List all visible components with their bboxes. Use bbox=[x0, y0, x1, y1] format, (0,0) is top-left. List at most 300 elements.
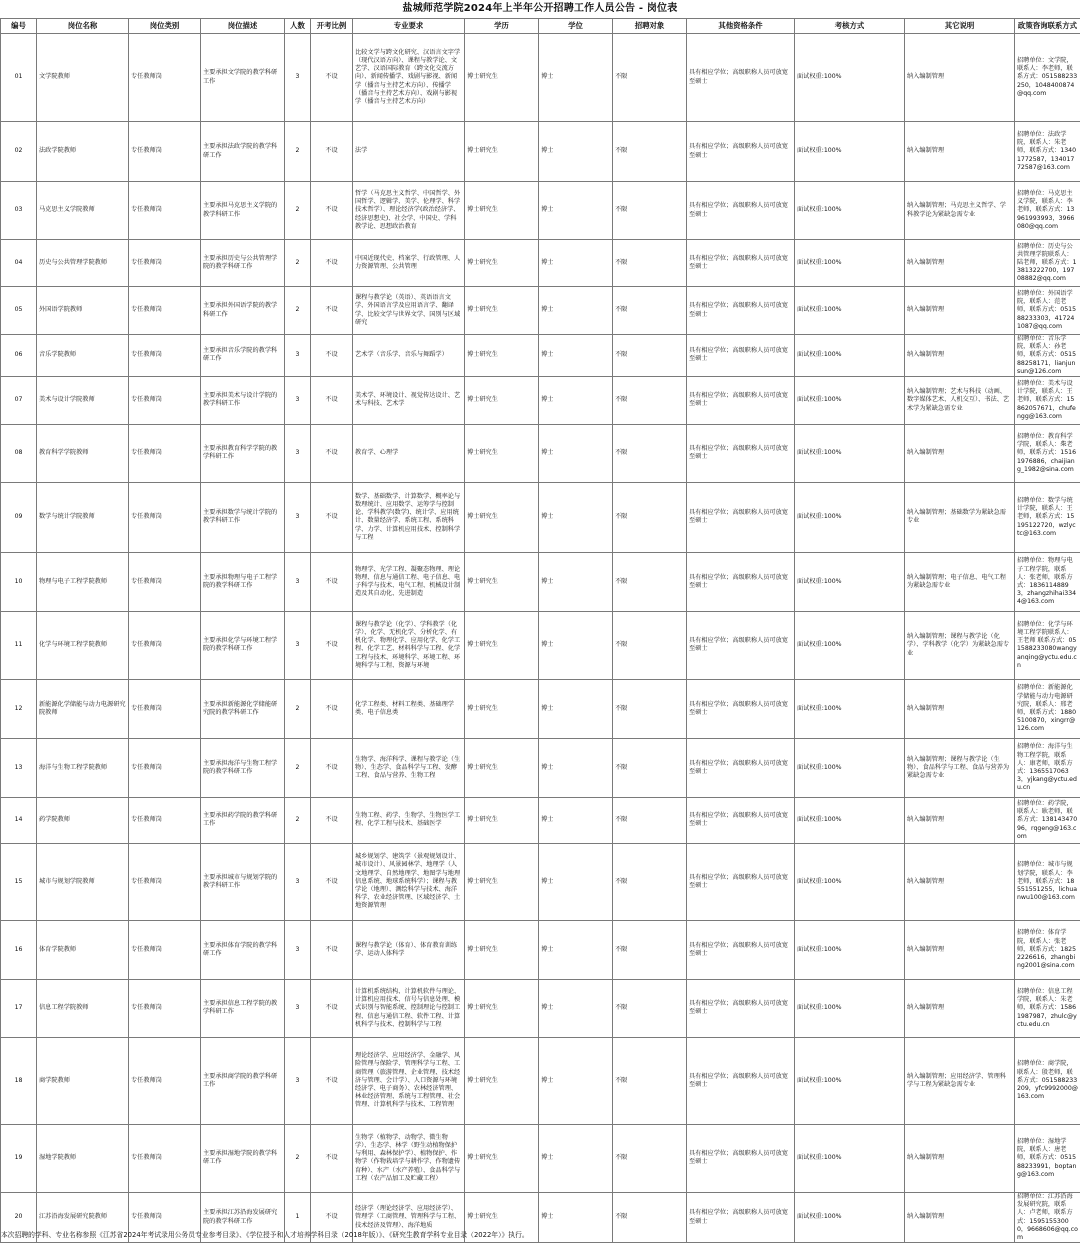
cell-target: 不限 bbox=[613, 797, 687, 843]
cell-name: 湿地学院教师 bbox=[37, 1124, 129, 1192]
header-count: 人数 bbox=[285, 19, 311, 34]
cell-category: 专任教师岗 bbox=[129, 1192, 201, 1242]
cell-note: 纳入编制管理；应用经济学、管理科学与工程为紧缺急需专业 bbox=[905, 1037, 1015, 1124]
cell-other: 具有相应学位；高级职称人员可放宽至硕士 bbox=[687, 482, 795, 552]
cell-other: 具有相应学位；高级职称人员可放宽至硕士 bbox=[687, 34, 795, 122]
cell-contact: 招聘单位：海洋与生物工程学院，联系人：康老师，联系方式：13655170633，yjkang@yctu.edu.cn bbox=[1015, 738, 1080, 797]
cell-assess: 面试权重:100% bbox=[795, 34, 905, 122]
cell-target: 不限 bbox=[613, 335, 687, 377]
cell-ratio: 不设 bbox=[311, 979, 353, 1037]
cell-degree: 博士 bbox=[539, 920, 613, 979]
cell-category: 专任教师岗 bbox=[129, 376, 201, 424]
cell-other: 具有相应学位；高级职称人员可放宽至硕士 bbox=[687, 1192, 795, 1242]
cell-ratio: 不设 bbox=[311, 182, 353, 240]
table-row bbox=[1, 335, 1080, 377]
cell-degree: 博士 bbox=[539, 335, 613, 377]
cell-target: 不限 bbox=[613, 240, 687, 287]
cell-name: 商学院教师 bbox=[37, 1037, 129, 1124]
cell-count: 2 bbox=[285, 182, 311, 240]
cell-degree: 博士 bbox=[539, 376, 613, 424]
table-row bbox=[1, 979, 1080, 1037]
cell-target: 不限 bbox=[613, 679, 687, 738]
cell-target: 不限 bbox=[613, 920, 687, 979]
cell-assess: 面试权重:100% bbox=[795, 679, 905, 738]
cell-note: 纳入编制管理；课程与教学论（化学）、学科教学（化学）为紧缺急需专业 bbox=[905, 611, 1015, 679]
cell-note: 纳入编制管理；基础数学为紧缺急需专业 bbox=[905, 482, 1015, 552]
cell-category: 专任教师岗 bbox=[129, 679, 201, 738]
cell-count: 3 bbox=[285, 34, 311, 122]
cell-target: 不限 bbox=[613, 552, 687, 611]
cell-category: 专任教师岗 bbox=[129, 552, 201, 611]
cell-no: 14 bbox=[1, 797, 37, 843]
cell-desc: 主要承担化学与环境工程学院的教学科研工作 bbox=[201, 611, 285, 679]
cell-degree: 博士 bbox=[539, 240, 613, 287]
header-category: 岗位类别 bbox=[129, 19, 201, 34]
cell-assess: 面试权重:100% bbox=[795, 335, 905, 377]
cell-ratio: 不设 bbox=[311, 552, 353, 611]
cell-edu: 博士研究生 bbox=[465, 335, 539, 377]
cell-ratio: 不设 bbox=[311, 679, 353, 738]
cell-count: 3 bbox=[285, 1037, 311, 1124]
cell-name: 法政学院教师 bbox=[37, 122, 129, 182]
cell-count: 3 bbox=[285, 920, 311, 979]
cell-edu: 博士研究生 bbox=[465, 482, 539, 552]
cell-contact: 招聘单位：体育学院，联系人：张老师，联系方式：18252226616，zhangbing2001@sina.com bbox=[1015, 920, 1080, 979]
cell-other: 具有相应学位；高级职称人员可放宽至硕士 bbox=[687, 424, 795, 482]
cell-assess: 面试权重:100% bbox=[795, 1192, 905, 1242]
cell-target: 不限 bbox=[613, 122, 687, 182]
cell-ratio: 不设 bbox=[311, 34, 353, 122]
cell-note: 纳入编制管理 bbox=[905, 1192, 1015, 1242]
cell-major: 艺术学（音乐学、音乐与舞蹈学） bbox=[353, 335, 465, 377]
cell-count: 2 bbox=[285, 679, 311, 738]
cell-no: 17 bbox=[1, 979, 37, 1037]
cell-assess: 面试权重:100% bbox=[795, 182, 905, 240]
cell-contact: 招聘单位：江苏沿海发展研究院，联系人：卢老师，联系方式：15951553000，9668606@qq.com bbox=[1015, 1192, 1080, 1242]
cell-desc: 主要承担城市与规划学院的教学科研工作 bbox=[201, 843, 285, 920]
header-degree: 学位 bbox=[539, 19, 613, 34]
cell-ratio: 不设 bbox=[311, 843, 353, 920]
cell-degree: 博士 bbox=[539, 182, 613, 240]
cell-name: 教育科学学院教师 bbox=[37, 424, 129, 482]
cell-other: 具有相应学位；高级职称人员可放宽至硕士 bbox=[687, 182, 795, 240]
cell-note: 纳入编制管理 bbox=[905, 424, 1015, 482]
cell-category: 专任教师岗 bbox=[129, 482, 201, 552]
cell-edu: 博士研究生 bbox=[465, 738, 539, 797]
cell-desc: 主要承担音乐学院的教学科研工作 bbox=[201, 335, 285, 377]
cell-assess: 面试权重:100% bbox=[795, 1124, 905, 1192]
cell-count: 3 bbox=[285, 611, 311, 679]
cell-edu: 博士研究生 bbox=[465, 979, 539, 1037]
table-row bbox=[1, 122, 1080, 182]
cell-name: 音乐学院教师 bbox=[37, 335, 129, 377]
cell-category: 专任教师岗 bbox=[129, 1037, 201, 1124]
cell-contact: 招聘单位：马克思主义学院，联系人：李老师，联系方式：13961993993，3966080@qq.com bbox=[1015, 182, 1080, 240]
cell-degree: 博士 bbox=[539, 738, 613, 797]
cell-count: 3 bbox=[285, 482, 311, 552]
cell-edu: 博士研究生 bbox=[465, 122, 539, 182]
cell-contact: 招聘单位：化学与环境工程学院联系人：王老师 联系方式：051588233080wangyanqing@yctu.edu.cn bbox=[1015, 611, 1080, 679]
cell-contact: 招聘单位：药学院，联系人：耿老师，联系方式：13814347096，rqgeng@163.com bbox=[1015, 797, 1080, 843]
header-no: 编号 bbox=[1, 19, 37, 34]
cell-degree: 博士 bbox=[539, 287, 613, 335]
cell-edu: 博士研究生 bbox=[465, 843, 539, 920]
cell-note: 纳入编制管理 bbox=[905, 122, 1015, 182]
table-row bbox=[1, 611, 1080, 679]
cell-edu: 博士研究生 bbox=[465, 679, 539, 738]
cell-count: 2 bbox=[285, 1124, 311, 1192]
cell-major: 数学、基础数学、计算数学、概率论与数理统计、应用数学、运筹学与控制论、学科教学(数学)、统计学、应用统计、数量经济学、系统工程、系统科学、力学、计算机应用技术、控制科学与工程 bbox=[353, 482, 465, 552]
cell-desc: 主要承担文学院的教学科研工作 bbox=[201, 34, 285, 122]
cell-contact: 招聘单位：物理与电子工程学院，联系人：张老师，联系方式：18361148893，zhangzhihai3344@163.com bbox=[1015, 552, 1080, 611]
cell-desc: 主要承担历史与公共管理学院的教学科研工作 bbox=[201, 240, 285, 287]
cell-name: 药学院教师 bbox=[37, 797, 129, 843]
cell-count: 3 bbox=[285, 376, 311, 424]
cell-name: 美术与设计学院教师 bbox=[37, 376, 129, 424]
cell-degree: 博士 bbox=[539, 482, 613, 552]
cell-contact: 招聘单位：美术与设计学院，联系人：王老师，联系方式：15862057671，chufengg@163.com bbox=[1015, 376, 1080, 424]
cell-other: 具有相应学位；高级职称人员可放宽至硕士 bbox=[687, 679, 795, 738]
cell-name: 文学院教师 bbox=[37, 34, 129, 122]
cell-degree: 博士 bbox=[539, 679, 613, 738]
cell-contact: 招聘单位：商学院，联系人：殷老师，联系方式：051588233209，yfc9992000@163.com bbox=[1015, 1037, 1080, 1124]
table-row bbox=[1, 552, 1080, 611]
table-row bbox=[1, 287, 1080, 335]
cell-contact: 招聘单位：数学与统计学院，联系人：王老师，联系方式：15195122720，wzlyctc@163.com bbox=[1015, 482, 1080, 552]
cell-desc: 主要承担海洋与生物工程学院的教学科研工作 bbox=[201, 738, 285, 797]
cell-note: 纳入编制管理 bbox=[905, 979, 1015, 1037]
cell-desc: 主要承担物理与电子工程学院的教学科研工作 bbox=[201, 552, 285, 611]
table-row bbox=[1, 376, 1080, 424]
cell-no: 20 bbox=[1, 1192, 37, 1242]
cell-contact: 招聘单位：新能源化学储能与动力电源研究院，联系人：邢老师，联系方式：18805100870，xingrr@126.com bbox=[1015, 679, 1080, 738]
cell-assess: 面试权重:100% bbox=[795, 287, 905, 335]
cell-note: 纳入编制管理；艺术与科技（动画、数字媒体艺术、人机交互）、书法、艺术学为紧缺急需专业 bbox=[905, 376, 1015, 424]
cell-target: 不限 bbox=[613, 1192, 687, 1242]
cell-count: 3 bbox=[285, 843, 311, 920]
positions-table bbox=[0, 18, 1080, 1243]
cell-other: 具有相应学位；高级职称人员可放宽至硕士 bbox=[687, 738, 795, 797]
cell-assess: 面试权重:100% bbox=[795, 424, 905, 482]
cell-target: 不限 bbox=[613, 611, 687, 679]
cell-degree: 博士 bbox=[539, 424, 613, 482]
cell-degree: 博士 bbox=[539, 122, 613, 182]
cell-assess: 面试权重:100% bbox=[795, 1037, 905, 1124]
cell-edu: 博士研究生 bbox=[465, 1192, 539, 1242]
cell-category: 专任教师岗 bbox=[129, 287, 201, 335]
cell-category: 专任教师岗 bbox=[129, 738, 201, 797]
table-row bbox=[1, 843, 1080, 920]
cell-no: 04 bbox=[1, 240, 37, 287]
cell-count: 3 bbox=[285, 979, 311, 1037]
cell-ratio: 不设 bbox=[311, 240, 353, 287]
cell-ratio: 不设 bbox=[311, 920, 353, 979]
cell-no: 12 bbox=[1, 679, 37, 738]
cell-ratio: 不设 bbox=[311, 335, 353, 377]
cell-name: 体育学院教师 bbox=[37, 920, 129, 979]
cell-desc: 主要承担湿地学院的教学科研工作 bbox=[201, 1124, 285, 1192]
cell-major: 美术学、环境设计、视觉传达设计、艺术与科技、艺术学 bbox=[353, 376, 465, 424]
cell-other: 具有相应学位；高级职称人员可放宽至硕士 bbox=[687, 797, 795, 843]
cell-major: 城乡规划学、建筑学（景观规划设计、城市设计）、风景园林学、地理学（人文地理学、自然地理学、地图学与地理信息系统、地球系统科学）；课程与教学论（地理）、测绘科学与技术、海洋科学、农业经济管理、区域经济学、土地资源管理 bbox=[353, 843, 465, 920]
cell-no: 06 bbox=[1, 335, 37, 377]
cell-target: 不限 bbox=[613, 34, 687, 122]
cell-assess: 面试权重:100% bbox=[795, 979, 905, 1037]
header-desc: 岗位描述 bbox=[201, 19, 285, 34]
cell-category: 专任教师岗 bbox=[129, 335, 201, 377]
cell-desc: 主要承担江苏沿海发展研究院的教学科研工作 bbox=[201, 1192, 285, 1242]
cell-other: 具有相应学位；高级职称人员可放宽至硕士 bbox=[687, 287, 795, 335]
cell-contact: 招聘单位：文学院，联系人：李老师，联系方式：051588233250，1048400874@qq.com bbox=[1015, 34, 1080, 122]
cell-assess: 面试权重:100% bbox=[795, 797, 905, 843]
header-row bbox=[1, 19, 1080, 34]
header-contact: 政策咨询联系方式 bbox=[1015, 19, 1080, 34]
cell-ratio: 不设 bbox=[311, 424, 353, 482]
cell-category: 专任教师岗 bbox=[129, 34, 201, 122]
cell-other: 具有相应学位；高级职称人员可放宽至硕士 bbox=[687, 843, 795, 920]
cell-category: 专任教师岗 bbox=[129, 424, 201, 482]
cell-category: 专任教师岗 bbox=[129, 122, 201, 182]
cell-edu: 博士研究生 bbox=[465, 611, 539, 679]
cell-target: 不限 bbox=[613, 376, 687, 424]
cell-ratio: 不设 bbox=[311, 482, 353, 552]
cell-no: 03 bbox=[1, 182, 37, 240]
cell-no: 11 bbox=[1, 611, 37, 679]
cell-note: 纳入编制管理 bbox=[905, 240, 1015, 287]
cell-degree: 博士 bbox=[539, 34, 613, 122]
cell-edu: 博士研究生 bbox=[465, 424, 539, 482]
cell-desc: 主要承担商学院的教学科研工作 bbox=[201, 1037, 285, 1124]
cell-category: 专任教师岗 bbox=[129, 240, 201, 287]
cell-note: 纳入编制管理 bbox=[905, 34, 1015, 122]
cell-other: 具有相应学位；高级职称人员可放宽至硕士 bbox=[687, 611, 795, 679]
cell-edu: 博士研究生 bbox=[465, 1124, 539, 1192]
cell-edu: 博士研究生 bbox=[465, 920, 539, 979]
cell-no: 16 bbox=[1, 920, 37, 979]
cell-no: 13 bbox=[1, 738, 37, 797]
cell-target: 不限 bbox=[613, 1037, 687, 1124]
cell-count: 3 bbox=[285, 552, 311, 611]
cell-target: 不限 bbox=[613, 287, 687, 335]
table-row bbox=[1, 920, 1080, 979]
table-row bbox=[1, 1037, 1080, 1124]
cell-other: 具有相应学位；高级职称人员可放宽至硕士 bbox=[687, 240, 795, 287]
cell-edu: 博士研究生 bbox=[465, 552, 539, 611]
cell-contact: 招聘单位：城市与规划学院，联系人：李老师，联系方式：18551551255，lichuanwu100@163.com bbox=[1015, 843, 1080, 920]
cell-edu: 博士研究生 bbox=[465, 376, 539, 424]
cell-name: 物理与电子工程学院教师 bbox=[37, 552, 129, 611]
cell-contact: 招聘单位：信息工程学院，联系人：朱老师，联系方式：15861987987，zhulc@yctu.edu.cn bbox=[1015, 979, 1080, 1037]
cell-ratio: 不设 bbox=[311, 1192, 353, 1242]
cell-degree: 博士 bbox=[539, 979, 613, 1037]
cell-ratio: 不设 bbox=[311, 287, 353, 335]
table-row bbox=[1, 679, 1080, 738]
cell-category: 专任教师岗 bbox=[129, 843, 201, 920]
cell-desc: 主要承担教育科学学院的教学科研工作 bbox=[201, 424, 285, 482]
cell-edu: 博士研究生 bbox=[465, 287, 539, 335]
cell-category: 专任教师岗 bbox=[129, 611, 201, 679]
cell-desc: 主要承担新能源化学储能研究院的教学科研工作 bbox=[201, 679, 285, 738]
header-assess: 考核方式 bbox=[795, 19, 905, 34]
cell-other: 具有相应学位；高级职称人员可放宽至硕士 bbox=[687, 552, 795, 611]
cell-degree: 博士 bbox=[539, 1124, 613, 1192]
cell-major: 哲学（马克思主义哲学、中国哲学、外国哲学、逻辑学、美学、伦理学、科学技术哲学）、理论经济学(政治经济学、经济思想史)、社会学、中国史、学科教学论、思想政治教育 bbox=[353, 182, 465, 240]
cell-major: 生物学（植物学、动物学、微生物学）、生态学、林学（野生动植物保护与利用、森林保护学）、植物保护、作物学（作物栽培学与耕作学、作物遗传育种）、水产（水产养殖）、食品科学与工程（农产品加工及贮藏工程） bbox=[353, 1124, 465, 1192]
cell-ratio: 不设 bbox=[311, 611, 353, 679]
table-row bbox=[1, 34, 1080, 122]
cell-count: 2 bbox=[285, 287, 311, 335]
cell-contact: 招聘单位：法政学院，联系人：朱老师，联系方式：13401772587，13401772587@163.com bbox=[1015, 122, 1080, 182]
cell-count: 2 bbox=[285, 122, 311, 182]
table-row bbox=[1, 482, 1080, 552]
cell-desc: 主要承担数学与统计学院的教学科研工作 bbox=[201, 482, 285, 552]
cell-edu: 博士研究生 bbox=[465, 34, 539, 122]
cell-category: 专任教师岗 bbox=[129, 979, 201, 1037]
cell-ratio: 不设 bbox=[311, 376, 353, 424]
cell-count: 2 bbox=[285, 240, 311, 287]
cell-desc: 主要承担信息工程学院的教学科研工作 bbox=[201, 979, 285, 1037]
header-edu: 学历 bbox=[465, 19, 539, 34]
cell-category: 专任教师岗 bbox=[129, 1124, 201, 1192]
cell-note: 纳入编制管理 bbox=[905, 1124, 1015, 1192]
table-row bbox=[1, 182, 1080, 240]
cell-major: 中国近现代史、档案学、行政管理、人力资源管理、公共管理 bbox=[353, 240, 465, 287]
cell-degree: 博士 bbox=[539, 797, 613, 843]
cell-target: 不限 bbox=[613, 424, 687, 482]
cell-assess: 面试权重:100% bbox=[795, 552, 905, 611]
cell-degree: 博士 bbox=[539, 843, 613, 920]
cell-no: 10 bbox=[1, 552, 37, 611]
cell-desc: 主要承担体育学院的教学科研工作 bbox=[201, 920, 285, 979]
cell-no: 07 bbox=[1, 376, 37, 424]
cell-other: 具有相应学位；高级职称人员可放宽至硕士 bbox=[687, 335, 795, 377]
cell-edu: 博士研究生 bbox=[465, 1037, 539, 1124]
cell-target: 不限 bbox=[613, 843, 687, 920]
cell-ratio: 不设 bbox=[311, 122, 353, 182]
cell-no: 19 bbox=[1, 1124, 37, 1192]
cell-assess: 面试权重:100% bbox=[795, 843, 905, 920]
cell-major: 计算机系统结构、计算机软件与理论、计算机应用技术、信号与信息处理、模式识别与智能系统、控制理论与控制工程、信息与通信工程、软件工程、计算机科学与技术、控制科学与工程 bbox=[353, 979, 465, 1037]
table-row bbox=[1, 797, 1080, 843]
cell-assess: 面试权重:100% bbox=[795, 376, 905, 424]
cell-count: 2 bbox=[285, 738, 311, 797]
cell-name: 信息工程学院教师 bbox=[37, 979, 129, 1037]
table-row bbox=[1, 738, 1080, 797]
cell-degree: 博士 bbox=[539, 1037, 613, 1124]
cell-note: 纳入编制管理 bbox=[905, 920, 1015, 979]
cell-other: 具有相应学位；高级职称人员可放宽至硕士 bbox=[687, 122, 795, 182]
cell-major: 教育学、心理学 bbox=[353, 424, 465, 482]
cell-note: 纳入编制管理；电子信息、电气工程为紧缺急需专业 bbox=[905, 552, 1015, 611]
cell-note: 纳入编制管理；课程与教学论（生物）、食品科学与工程、食品与营养为紧缺急需专业 bbox=[905, 738, 1015, 797]
cell-ratio: 不设 bbox=[311, 1037, 353, 1124]
cell-assess: 面试权重:100% bbox=[795, 240, 905, 287]
cell-count: 1 bbox=[285, 1192, 311, 1242]
cell-category: 专任教师岗 bbox=[129, 920, 201, 979]
cell-name: 化学与环境工程学院教师 bbox=[37, 611, 129, 679]
cell-name: 外国语学院教师 bbox=[37, 287, 129, 335]
cell-other: 具有相应学位；高级职称人员可放宽至硕士 bbox=[687, 1124, 795, 1192]
cell-edu: 博士研究生 bbox=[465, 182, 539, 240]
cell-no: 05 bbox=[1, 287, 37, 335]
cell-name: 城市与规划学院教师 bbox=[37, 843, 129, 920]
cell-count: 3 bbox=[285, 335, 311, 377]
cell-category: 专任教师岗 bbox=[129, 182, 201, 240]
cell-note: 纳入编制管理 bbox=[905, 287, 1015, 335]
cell-desc: 主要承担马克思主义学院的教学科研工作 bbox=[201, 182, 285, 240]
cell-degree: 博士 bbox=[539, 552, 613, 611]
cell-no: 08 bbox=[1, 424, 37, 482]
cell-ratio: 不设 bbox=[311, 797, 353, 843]
cell-degree: 博士 bbox=[539, 611, 613, 679]
cell-note: 纳入编制管理 bbox=[905, 843, 1015, 920]
cell-no: 01 bbox=[1, 34, 37, 122]
footer-note: 本次招聘的学科、专业名称参照《江苏省2024年考试录用公务员专业参考目录》、《学位授予和人才培养学科目录（2018年版）》、《研究生教育学科专业目录（2022年）》执行。 bbox=[1, 1230, 1079, 1241]
cell-other: 具有相应学位；高级职称人员可放宽至硕士 bbox=[687, 979, 795, 1037]
cell-assess: 面试权重:100% bbox=[795, 122, 905, 182]
cell-assess: 面试权重:100% bbox=[795, 482, 905, 552]
cell-degree: 博士 bbox=[539, 1192, 613, 1242]
cell-major: 生物工程、药学、生物学、生物医学工程、化学工程与技术、基础医学 bbox=[353, 797, 465, 843]
header-other: 其他资格条件 bbox=[687, 19, 795, 34]
cell-desc: 主要承担外国语学院的教学科研工作 bbox=[201, 287, 285, 335]
header-target: 招聘对象 bbox=[613, 19, 687, 34]
cell-major: 课程与教学论（化学）、学科教学（化学）、化学、无机化学、分析化学、有机化学、物理化学、应用化学、化学工程、化学工艺、材料科学与工程、化学工程与技术、环境科学、环境工程、环境科学与工程、资源与环境 bbox=[353, 611, 465, 679]
header-name: 岗位名称 bbox=[37, 19, 129, 34]
cell-name: 新能源化学储能与动力电源研究院教师 bbox=[37, 679, 129, 738]
cell-target: 不限 bbox=[613, 482, 687, 552]
cell-major: 比较文学与跨文化研究、汉语言文字学（现代汉语方向）、课程与教学论、文艺学、汉语国际教育（跨文化交流方向）、新闻传播学、戏剧与影视、新闻学（播音与主持艺术方向）、传播学（播音与主持艺术方向）、戏剧与影视学（播音与主持艺术方向） bbox=[353, 34, 465, 122]
cell-contact: 招聘单位：历史与公共管理学院联系人：陆老师，联系方式：13813222700，19708882@qq.com bbox=[1015, 240, 1080, 287]
cell-name: 数学与统计学院教师 bbox=[37, 482, 129, 552]
cell-contact: 招聘单位：外国语学院，联系人：范老师，联系方式：051588233303，417241087@qq.com bbox=[1015, 287, 1080, 335]
cell-ratio: 不设 bbox=[311, 738, 353, 797]
cell-major: 经济学（理论经济学、应用经济学）、管理学（工商管理、管理科学与工程、技术经济及管理）、海洋地质 bbox=[353, 1192, 465, 1242]
cell-note: 纳入编制管理 bbox=[905, 797, 1015, 843]
table-row bbox=[1, 424, 1080, 482]
cell-count: 2 bbox=[285, 797, 311, 843]
sheet-title: 盐城师范学院2024年上半年公开招聘工作人员公告 - 岗位表 bbox=[0, 0, 1080, 18]
cell-other: 具有相应学位；高级职称人员可放宽至硕士 bbox=[687, 920, 795, 979]
cell-edu: 博士研究生 bbox=[465, 240, 539, 287]
cell-major: 课程与教学论（体育）、体育教育训练学、运动人体科学 bbox=[353, 920, 465, 979]
cell-edu: 博士研究生 bbox=[465, 797, 539, 843]
cell-assess: 面试权重:100% bbox=[795, 920, 905, 979]
cell-target: 不限 bbox=[613, 1124, 687, 1192]
cell-note: 纳入编制管理 bbox=[905, 335, 1015, 377]
cell-name: 海洋与生物工程学院教师 bbox=[37, 738, 129, 797]
table-row bbox=[1, 1124, 1080, 1192]
cell-no: 18 bbox=[1, 1037, 37, 1124]
cell-major: 物理学、光学工程、凝聚态物理、理论物理、信息与通信工程、电子信息、电子科学与技术、电气工程、机械设计制造及其自动化、先进制造 bbox=[353, 552, 465, 611]
cell-target: 不限 bbox=[613, 979, 687, 1037]
cell-other: 具有相应学位；高级职称人员可放宽至硕士 bbox=[687, 1037, 795, 1124]
cell-desc: 主要承担美术与设计学院的教学科研工作 bbox=[201, 376, 285, 424]
cell-assess: 面试权重:100% bbox=[795, 611, 905, 679]
cell-major: 课程与教学论（英语）、英语语言文学、外国语言学及应用语言学、翻译学、比较文学与世界文学、国别与区域研究 bbox=[353, 287, 465, 335]
table-row bbox=[1, 240, 1080, 287]
cell-contact: 招聘单位：教育科学学院，联系人：柴老师，联系方式：15161976886，chaijiang_1982@sina.com bbox=[1015, 424, 1080, 482]
cell-contact: 招聘单位：湿地学院，联系人：唐老师，联系方式：051588233991，boptang@163.com bbox=[1015, 1124, 1080, 1192]
cell-major: 生物学、海洋科学、课程与教学论（生物）、生态学、食品科学与工程、发酵工程、食品与营养、生物工程 bbox=[353, 738, 465, 797]
header-ratio: 开考比例 bbox=[311, 19, 353, 34]
header-note: 其它说明 bbox=[905, 19, 1015, 34]
cell-note: 纳入编制管理；马克思主义哲学、学科教学论为紧缺急需专业 bbox=[905, 182, 1015, 240]
cell-count: 3 bbox=[285, 424, 311, 482]
cell-name: 马克思主义学院教师 bbox=[37, 182, 129, 240]
cell-major: 化学工程类、材料工程类、基础理学类、电子信息类 bbox=[353, 679, 465, 738]
cell-contact: 招聘单位：音乐学院，联系人：孙老师，联系方式：051588258171，lianjunsun@126.com bbox=[1015, 335, 1080, 377]
